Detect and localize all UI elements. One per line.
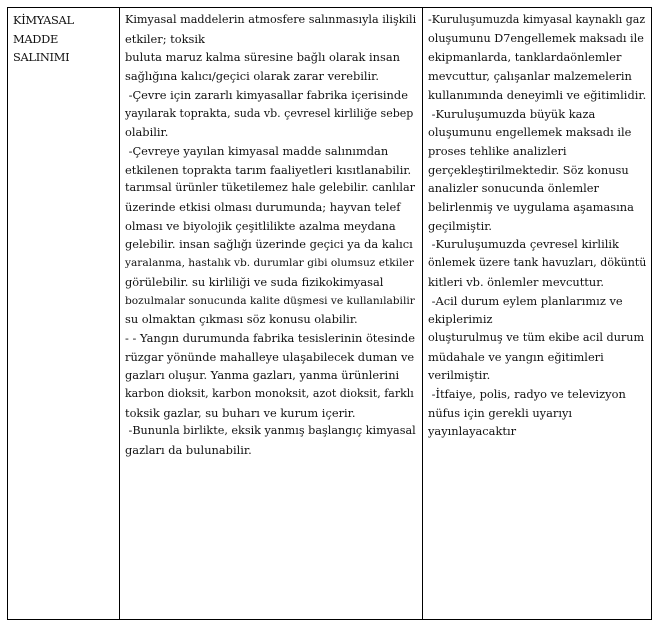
measures-text-line: verilmiştir. xyxy=(428,368,491,383)
effects-cell xyxy=(120,8,423,619)
effects-text-line: karbon dioksit, karbon monoksit, azot dioksit, farklı xyxy=(125,387,414,401)
measures-text-line: proses tehlike analizleri xyxy=(428,143,567,158)
effects-text-line: yaralanma, hastalık vb. durumlar gibi olumsuz etkiler xyxy=(125,257,414,270)
effects-text-line: olması ve biyolojik çeşitlilikte azalma meydana xyxy=(125,218,396,233)
measures-text-line: kitleri vb. önlemler mevcuttur. xyxy=(428,274,605,289)
measures-text-line: mevcuttur, çalışanlar malzemelerin xyxy=(428,69,632,84)
measures-text-line: -Kuruluşumuzda kimyasal kaynaklı gaz xyxy=(428,13,646,26)
effects-text-line: sağlığına kalıcı/geçici olarak zarar verebilir. xyxy=(125,69,379,84)
effects-text-line: - - Yangın durumunda fabrika tesislerinin ötesinde xyxy=(125,330,415,345)
measures-text-line: yayınlayacaktır xyxy=(428,424,517,439)
measures-text-line: -İtfaiye, polis, radyo ve televizyon xyxy=(428,387,626,402)
effects-text-line: -Çevreye yayılan kimyasal madde salınımdan xyxy=(125,143,389,158)
measures-text-line: -Kuruluşumuzda büyük kaza xyxy=(428,106,596,121)
measures-text-line: müdahale ve yangın eğitimleri xyxy=(428,349,604,364)
effects-text-line: gazları oluşur. Yanma gazları, yanma ürünlerini xyxy=(125,368,400,383)
measures-text-line: analizler sonucunda önlemler xyxy=(428,181,599,196)
measures-text-line: ekiplerimiz xyxy=(428,312,493,327)
hazard-name-cell xyxy=(8,8,120,619)
effects-text-line: olabilir. xyxy=(125,125,169,140)
measures-text-line: oluşumunu D7engellemek maksadı ile xyxy=(428,31,644,45)
effects-text-line: Kimyasal maddelerin atmosfere salınmasıyla ilişkili xyxy=(125,13,417,26)
effects-text-line: rüzgar yönünde mahalleye ulaşabilecek duman ve xyxy=(125,349,415,364)
effects-text-line: bozulmalar sonucunda kalite düşmesi ve kullanılabilir xyxy=(125,294,415,307)
hazard-text-line: SALINIMI xyxy=(13,50,70,65)
effects-text-line: üzerinde etkisi olması durumunda; hayvan telef xyxy=(125,200,401,215)
effects-text-line: görülebilir. su kirliliği ve suda fizikokimyasal xyxy=(125,274,384,289)
measures-text-line: önlemek üzere tank havuzları, döküntü xyxy=(428,256,647,270)
effects-text-line: buluta maruz kalma süresine bağlı olarak insan xyxy=(125,50,400,65)
measures-cell xyxy=(423,8,651,619)
measures-text-line: geçilmiştir. xyxy=(428,218,493,233)
measures-text-line: ekipmanlarda, tanklardaönlemler xyxy=(428,50,622,65)
measures-text-line: kullanımında deneyimli ve eğitimlidir. xyxy=(428,87,647,102)
hazard-table xyxy=(7,7,652,620)
effects-text-line: yayılarak toprakta, suda vb. çevresel kirliliğe sebep xyxy=(125,106,414,120)
effects-text-line: etkilenen toprakta tarım faaliyetleri kısıtlanabilir. xyxy=(125,162,412,177)
measures-text-line: -Acil durum eylem planlarımız ve xyxy=(428,293,623,308)
hazard-text-line: MADDE xyxy=(13,31,58,46)
effects-text-line: gazları da bulunabilir. xyxy=(125,443,252,458)
effects-text-line: -Bununla birlikte, eksik yanmış başlangıç kimyasal xyxy=(125,424,416,438)
measures-text-line: belirlenmiş ve uygulama aşamasına xyxy=(428,200,634,215)
measures-text-line: oluşturulmuş ve tüm ekibe acil durum xyxy=(428,330,645,344)
effects-text-line: tarımsal ürünler tüketilemez hale gelebilir. canlılar xyxy=(125,181,415,195)
hazard-text-line: KİMYASAL xyxy=(13,13,74,27)
measures-text-line: gerçekleştirilmektedir. Söz konusu xyxy=(428,162,629,177)
measures-text-line: nüfus için gerekli uyarıyı xyxy=(428,405,573,420)
measures-text-line: -Kuruluşumuzda çevresel kirlilik xyxy=(428,237,619,252)
effects-text-line: etkiler; toksik xyxy=(125,31,205,46)
measures-text-line: oluşumunu engellemek maksadı ile xyxy=(428,125,632,140)
effects-text-line: -Çevre için zararlı kimyasallar fabrika içerisinde xyxy=(125,87,408,102)
effects-text-line: gelebilir. insan sağlığı üzerinde geçici ya da kalıcı xyxy=(125,237,413,252)
effects-text-line: su olmaktan çıkması söz konusu olabilir. xyxy=(125,312,358,327)
effects-text-line: toksik gazlar, su buharı ve kurum içerir. xyxy=(125,405,356,420)
